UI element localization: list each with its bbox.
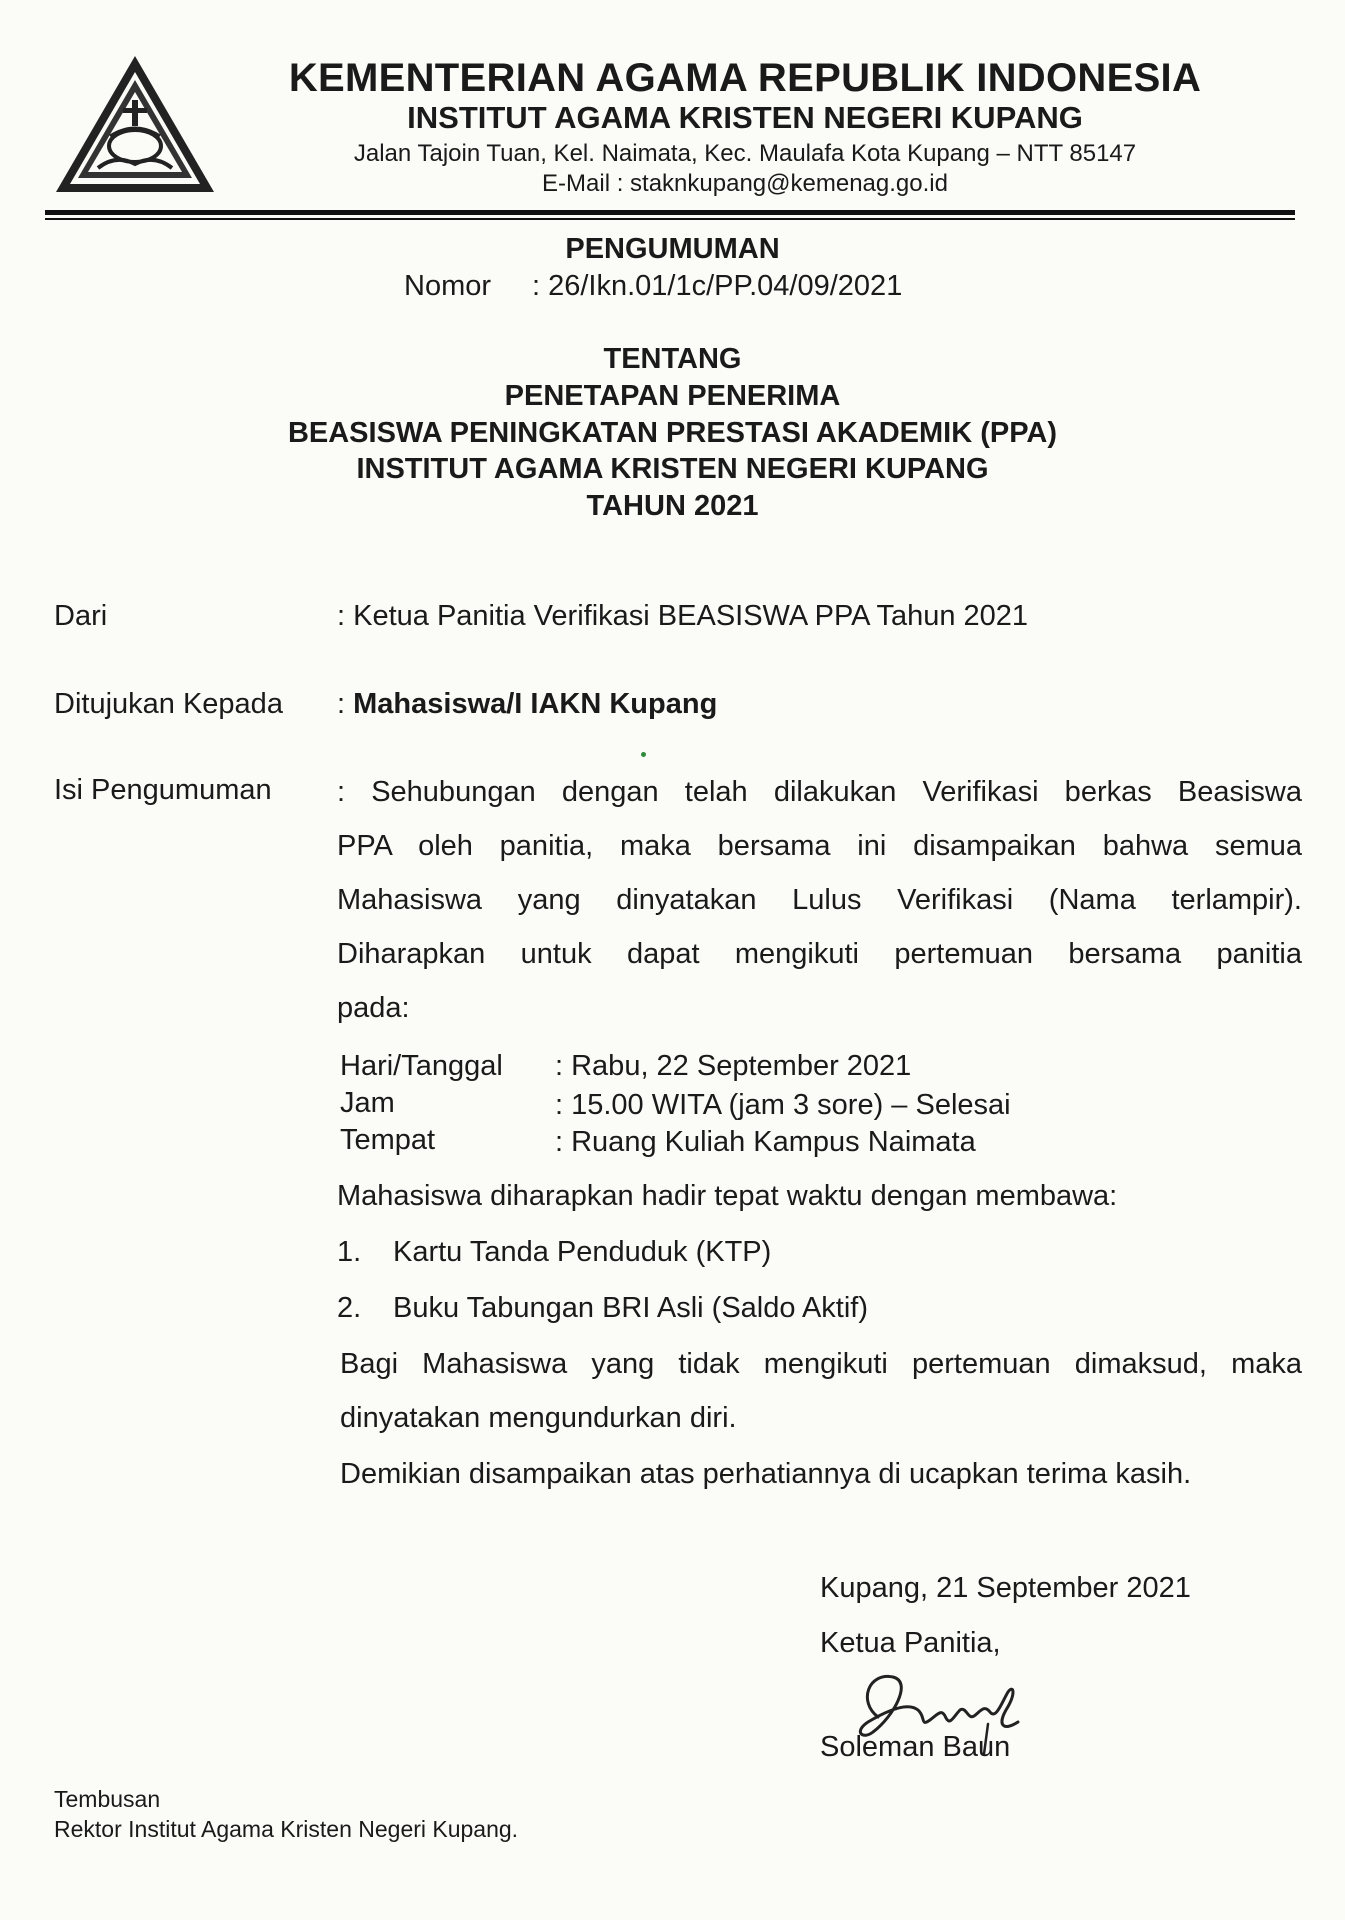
schedule-time-value: : 15.00 WITA (jam 3 sore) – Selesai (555, 1089, 1011, 1121)
list-item: Buku Tabungan BRI Asli (Saldo Aktif) (393, 1292, 869, 1324)
list-item: Kartu Tanda Penduduk (KTP) (393, 1236, 772, 1268)
ink-dot (641, 752, 646, 757)
bring-intro: Mahasiswa diharapkan hadir tepat waktu dengan membawa: (337, 1180, 1118, 1212)
announcement-heading: PENGUMUMAN (565, 233, 780, 265)
schedule-place-label: Tempat (340, 1124, 436, 1156)
to-colon: : (337, 688, 354, 720)
title-line: INSTITUT AGAMA KRISTEN NEGERI KUPANG (356, 453, 989, 485)
warning-paragraph (340, 1337, 1302, 1445)
title-line: TENTANG (603, 343, 742, 375)
paragraph-line: Mahasiswa yang dinyatakan Lulus Verifikasi (Nama terlampir). (337, 884, 1302, 916)
number-label: Nomor (404, 270, 492, 302)
institution-emblem-icon (50, 50, 220, 200)
paragraph-line: pada: (337, 992, 410, 1024)
ministry-name: KEMENTERIAN AGAMA REPUBLIK INDONESIA (288, 56, 1202, 100)
content-label: Isi Pengumuman (54, 774, 272, 806)
from-value: : Ketua Panitia Verifikasi BEASISWA PPA Tahun 2021 (337, 600, 1029, 632)
letterhead-divider-thin (45, 218, 1295, 220)
schedule-time-label: Jam (340, 1087, 395, 1119)
schedule-date-value: : Rabu, 22 September 2021 (555, 1050, 912, 1082)
to-value (337, 688, 717, 721)
letterhead-divider (45, 210, 1295, 215)
schedule-date-label: Hari/Tanggal (340, 1050, 503, 1082)
signatory-name: Soleman Baun (820, 1731, 1011, 1763)
list-number: 2. (337, 1292, 362, 1324)
paragraph-line: PPA oleh panitia, maka bersama ini disampaikan bahwa semua (337, 830, 1302, 862)
announcement-number (404, 270, 902, 303)
institute-name: INSTITUT AGAMA KRISTEN NEGERI KUPANG (407, 100, 1083, 135)
intro-paragraph (337, 765, 1302, 1035)
closing-sentence: Demikian disampaikan atas perhatiannya di ucapkan terima kasih. (340, 1458, 1192, 1490)
copy-to-label: Tembusan (54, 1786, 161, 1812)
paragraph-line: Bagi Mahasiswa yang tidak mengikuti pertemuan dimaksud, maka (340, 1348, 1302, 1380)
paragraph-line: Diharapkan untuk dapat mengikuti pertemuan bersama panitia (337, 938, 1302, 970)
signature-place-date: Kupang, 21 September 2021 (820, 1572, 1191, 1604)
list-number: 1. (337, 1236, 362, 1268)
paragraph-line: dinyatakan mengundurkan diri. (340, 1402, 737, 1434)
title-line: TAHUN 2021 (586, 490, 759, 522)
paragraph-line: : Sehubungan dengan telah dilakukan Verifikasi berkas Beasiswa (337, 776, 1302, 808)
from-label: Dari (54, 600, 108, 632)
to-label: Ditujukan Kepada (54, 688, 283, 720)
schedule-place-value: : Ruang Kuliah Kampus Naimata (555, 1126, 976, 1158)
number-value: : 26/Ikn.01/1c/PP.04/09/2021 (532, 270, 903, 302)
to-recipient: Mahasiswa/I IAKN Kupang (353, 688, 718, 720)
copy-to-recipient: Rektor Institut Agama Kristen Negeri Kupang. (54, 1816, 519, 1842)
signature-position: Ketua Panitia, (820, 1627, 1001, 1659)
title-line: PENETAPAN PENERIMA (504, 380, 841, 412)
title-line: BEASISWA PENINGKATAN PRESTASI AKADEMIK (PPA) (287, 417, 1058, 449)
institute-email: E-Mail : staknkupang@kemenag.go.id (542, 170, 948, 197)
institute-address: Jalan Tajoin Tuan, Kel. Naimata, Kec. Maulafa Kota Kupang – NTT 85147 (353, 140, 1137, 167)
